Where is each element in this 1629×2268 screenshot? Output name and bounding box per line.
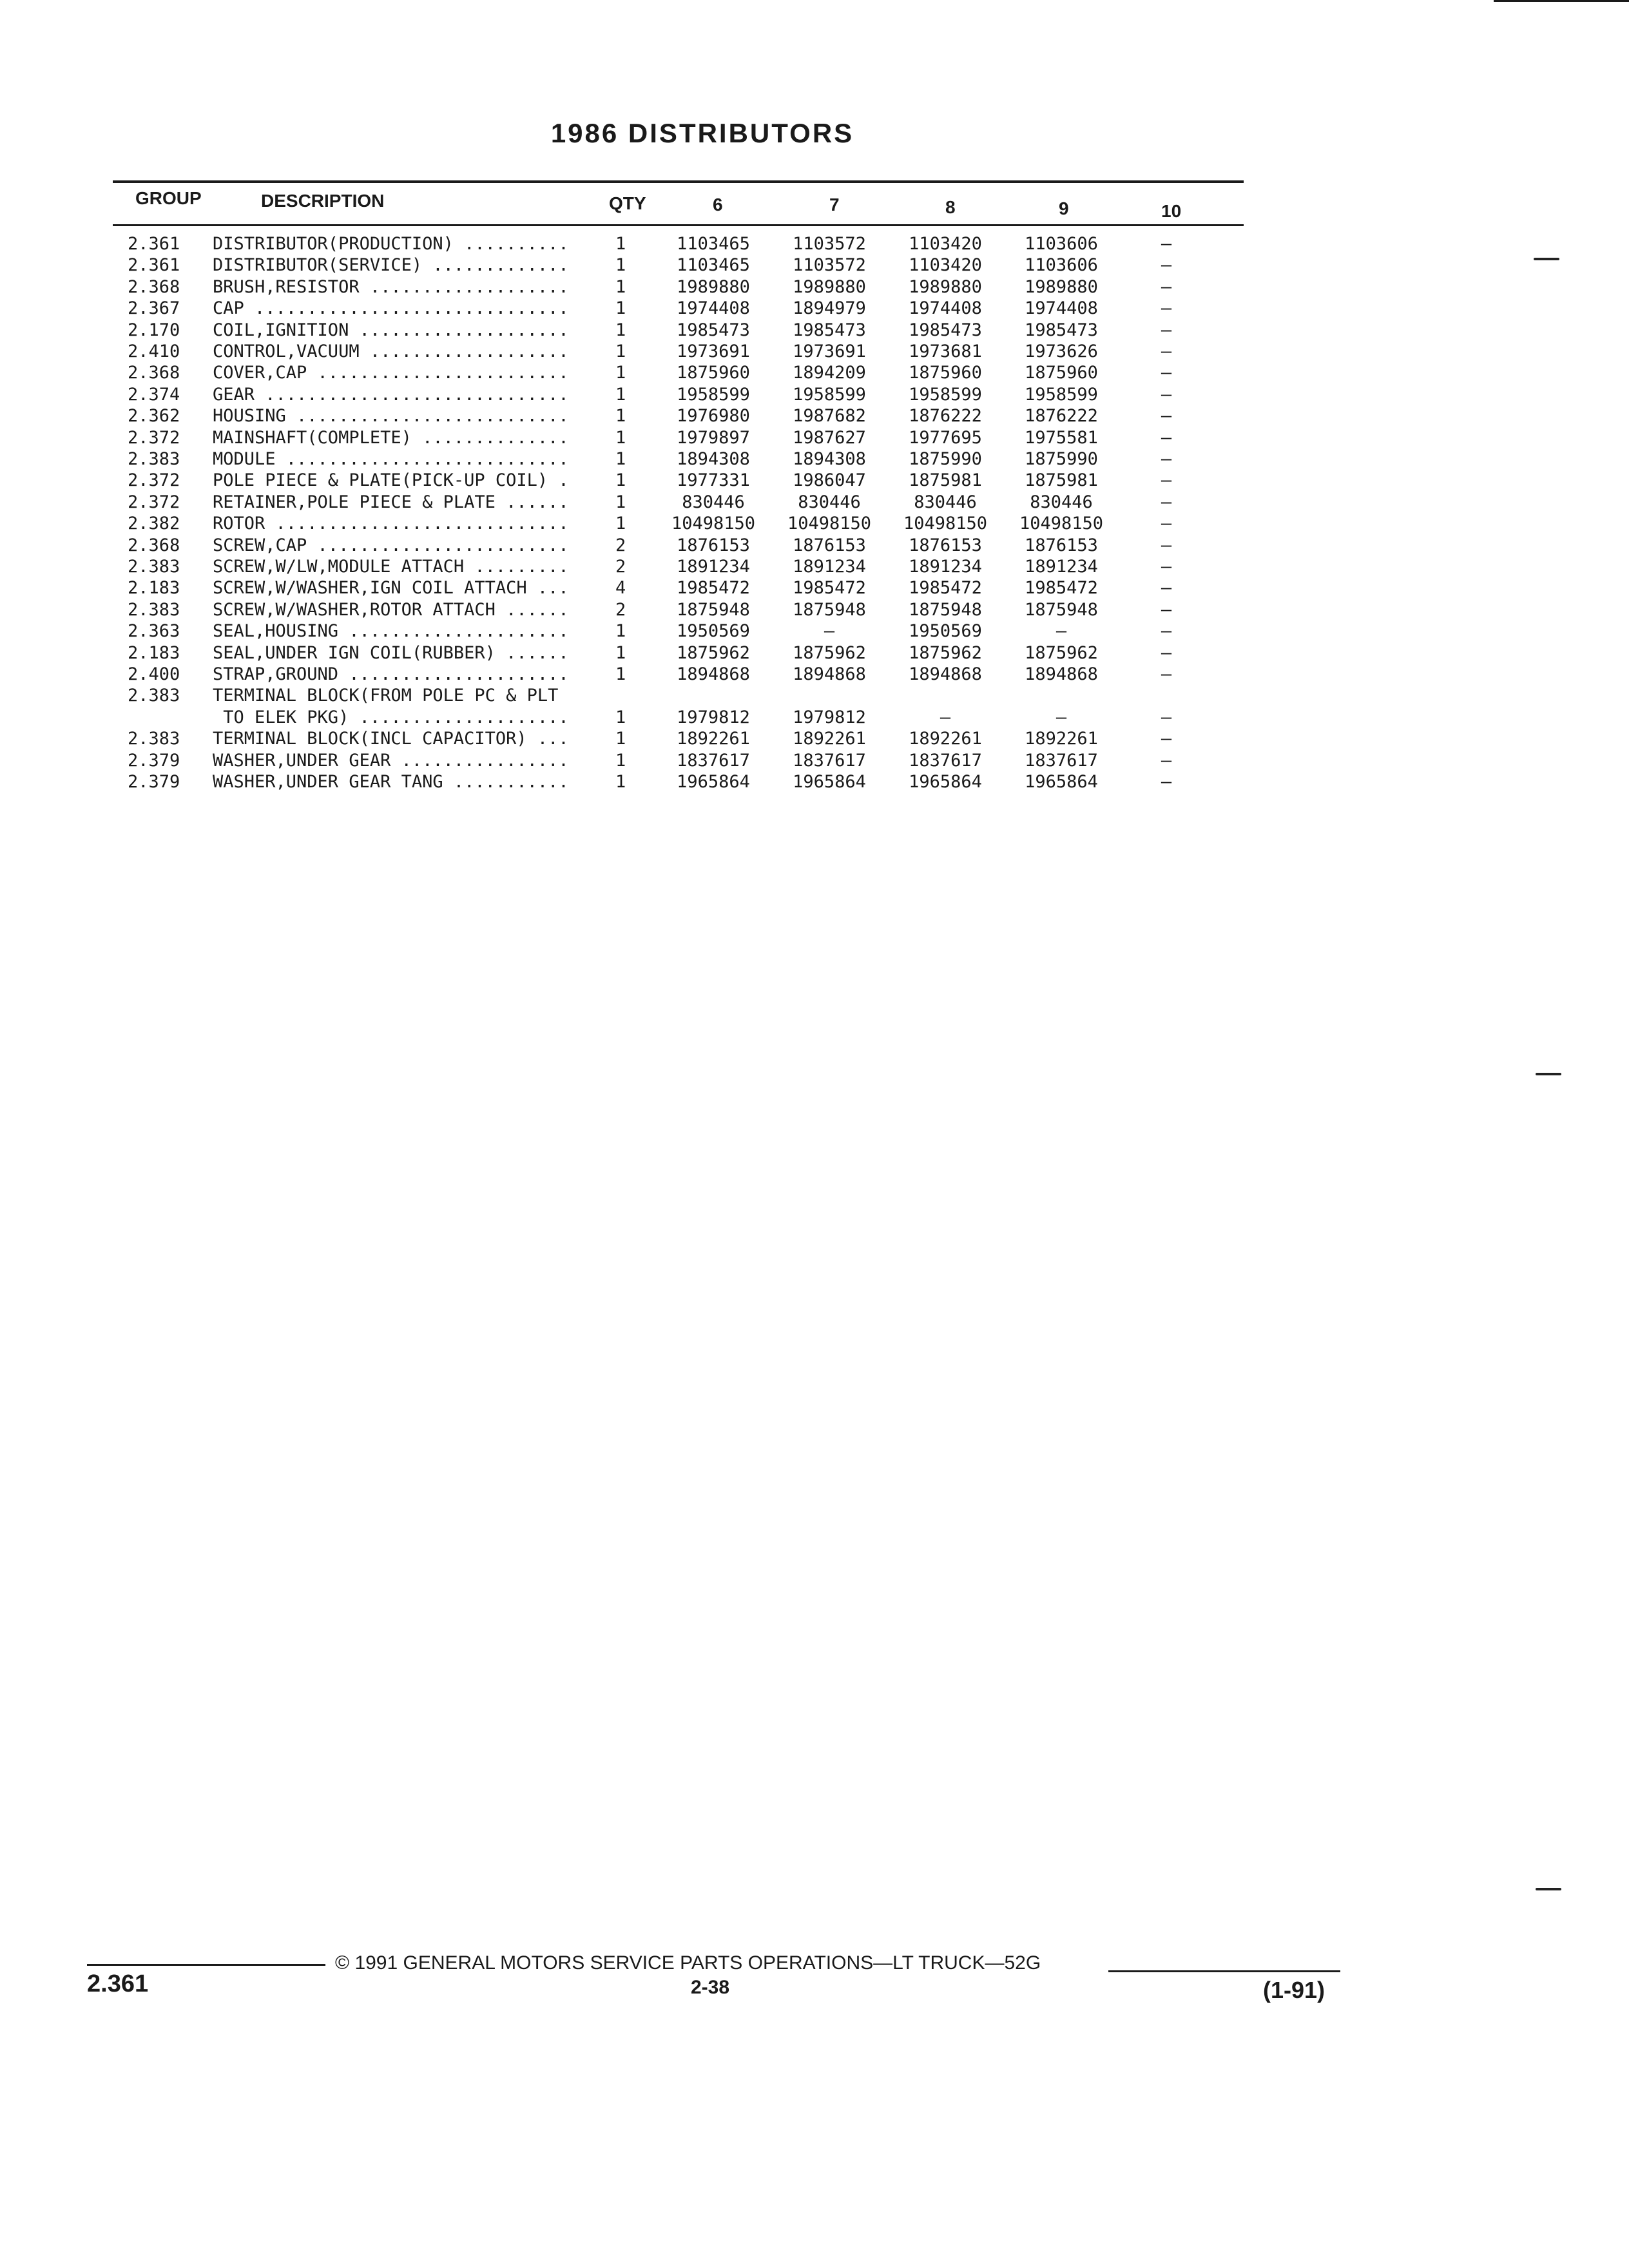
table-row [0, 513, 1629, 534]
row-description: MODULE ........................... [213, 449, 569, 469]
row-col-7: 1875962 [793, 642, 866, 663]
row-col-6: 1875962 [677, 642, 750, 663]
row-col-10: — [1161, 234, 1172, 254]
row-col-7: 830446 [798, 492, 861, 512]
row-col-8: 1875981 [909, 470, 982, 491]
row-col-9: 1875990 [1025, 449, 1098, 469]
row-col-9: 1837617 [1025, 750, 1098, 771]
row-description: SEAL,UNDER IGN COIL(RUBBER) ...... [213, 642, 569, 663]
row-description: DISTRIBUTOR(PRODUCTION) .......... [213, 234, 569, 254]
row-group: 2.383 [128, 729, 180, 749]
row-description: RETAINER,POLE PIECE & PLATE ...... [213, 492, 569, 512]
row-col-6: 1103465 [677, 234, 750, 254]
row-description: SCREW,CAP ........................ [213, 535, 569, 555]
row-col-6: 1979897 [677, 427, 750, 448]
row-qty: 1 [615, 276, 626, 297]
row-col-9: 1989880 [1025, 276, 1098, 297]
table-row [0, 771, 1629, 793]
row-group: 2.379 [128, 772, 180, 792]
row-col-6: 1894308 [677, 449, 750, 469]
row-group: 2.368 [128, 535, 180, 555]
row-col-8: 1985472 [909, 578, 982, 599]
row-col-9: 830446 [1030, 492, 1093, 512]
row-col-10: — [1161, 772, 1172, 792]
row-col-6: 1891234 [677, 557, 750, 577]
row-col-10: — [1161, 578, 1172, 599]
row-col-10: — [1161, 707, 1172, 727]
row-col-6: 1989880 [677, 276, 750, 297]
row-qty: 1 [615, 406, 626, 427]
row-qty: 1 [615, 363, 626, 383]
row-col-9: 1103606 [1025, 255, 1098, 276]
row-col-8: 1875962 [909, 642, 982, 663]
row-group: 2.383 [128, 599, 180, 620]
row-col-9: 1985472 [1025, 578, 1098, 599]
row-col-10: — [1161, 664, 1172, 684]
row-qty: 1 [615, 427, 626, 448]
row-qty: 1 [615, 255, 626, 276]
row-description: CONTROL,VACUUM ................... [213, 341, 569, 361]
row-col-10: — [1161, 320, 1172, 340]
header-col-9: 9 [1059, 198, 1069, 218]
row-group: 2.383 [128, 686, 180, 706]
row-col-6: 1979812 [677, 707, 750, 727]
row-col-7: 1876153 [793, 535, 866, 555]
page-title: 1986 DISTRIBUTORS [550, 118, 854, 148]
corner-mark [1494, 0, 1629, 2]
row-group: 2.410 [128, 341, 180, 361]
table-row [0, 750, 1629, 771]
row-qty: 1 [615, 449, 626, 469]
row-col-8: 1973681 [909, 341, 982, 361]
row-col-8: — [940, 707, 951, 727]
table-top-rule [113, 180, 1244, 183]
row-description: STRAP,GROUND ..................... [213, 664, 569, 684]
footer-page-number: 2-38 [691, 1977, 730, 1998]
row-col-8: 10498150 [903, 514, 988, 534]
table-row [0, 470, 1629, 491]
row-description: WASHER,UNDER GEAR TANG ........... [213, 772, 569, 792]
row-description: POLE PIECE & PLATE(PICK-UP COIL) . [213, 470, 569, 491]
row-col-9: 1974408 [1025, 298, 1098, 319]
row-col-8: 1965864 [909, 772, 982, 792]
row-col-7: 1985473 [793, 320, 866, 340]
row-col-7: 1989880 [793, 276, 866, 297]
row-col-9: 1985473 [1025, 320, 1098, 340]
row-qty: 1 [615, 642, 626, 663]
row-col-7: 1894308 [793, 449, 866, 469]
footer-revision: (1-91) [1263, 1977, 1325, 2003]
row-description: COVER,CAP ........................ [213, 363, 569, 383]
table-row [0, 298, 1629, 319]
row-col-6: 830446 [682, 492, 745, 512]
row-col-8: 1977695 [909, 427, 982, 448]
table-row [0, 492, 1629, 513]
row-col-9: 1958599 [1025, 384, 1098, 405]
row-description: SCREW,W/WASHER,IGN COIL ATTACH ... [213, 578, 569, 599]
row-qty: 1 [615, 707, 626, 727]
row-qty: 2 [615, 535, 626, 555]
row-col-7: 1986047 [793, 470, 866, 491]
row-col-8: 1103420 [909, 255, 982, 276]
row-group: 2.361 [128, 255, 180, 276]
row-qty: 1 [615, 298, 626, 319]
table-row [0, 664, 1629, 685]
row-description: TERMINAL BLOCK(INCL CAPACITOR) ... [213, 729, 569, 749]
row-qty: 1 [615, 384, 626, 405]
header-col-10: 10 [1161, 201, 1182, 221]
row-col-7: 1979812 [793, 707, 866, 727]
table-row [0, 320, 1629, 341]
header-col-6: 6 [713, 195, 723, 215]
row-col-10: — [1161, 750, 1172, 771]
row-col-10: — [1161, 514, 1172, 534]
row-col-8: 1891234 [909, 557, 982, 577]
row-qty: 4 [615, 578, 626, 599]
row-col-6: 1977331 [677, 470, 750, 491]
row-col-8: 1989880 [909, 276, 982, 297]
row-col-7: 1894209 [793, 363, 866, 383]
row-col-6: 1837617 [677, 750, 750, 771]
row-qty: 1 [615, 320, 626, 340]
margin-mark [1534, 258, 1559, 260]
table-row [0, 556, 1629, 577]
row-qty: 1 [615, 470, 626, 491]
row-col-6: 1892261 [677, 729, 750, 749]
row-col-9: 1875948 [1025, 599, 1098, 620]
table-row [0, 707, 1629, 728]
row-col-6: 1965864 [677, 772, 750, 792]
row-col-7: 1987682 [793, 406, 866, 427]
row-col-9: 1876222 [1025, 406, 1098, 427]
row-col-8: 1950569 [909, 621, 982, 642]
row-qty: 2 [615, 557, 626, 577]
row-description: ROTOR ............................ [213, 514, 569, 534]
row-col-9: 1875962 [1025, 642, 1098, 663]
row-description: SEAL,HOUSING ..................... [213, 621, 569, 642]
row-col-7: 1837617 [793, 750, 866, 771]
row-col-6: 1985472 [677, 578, 750, 599]
row-qty: 1 [615, 664, 626, 684]
row-qty: 1 [615, 492, 626, 512]
row-group: 2.374 [128, 384, 180, 405]
row-col-6: 1950569 [677, 621, 750, 642]
row-col-6: 10498150 [671, 514, 756, 534]
row-col-7: 1973691 [793, 341, 866, 361]
row-col-6: 1985473 [677, 320, 750, 340]
row-col-8: 1103420 [909, 234, 982, 254]
row-col-9: 1875960 [1025, 363, 1098, 383]
row-qty: 1 [615, 234, 626, 254]
row-col-10: — [1161, 298, 1172, 319]
row-col-6: 1973691 [677, 341, 750, 361]
header-col-7: 7 [829, 195, 840, 215]
row-group: 2.368 [128, 276, 180, 297]
table-row [0, 276, 1629, 298]
footer-rule-right [1108, 1970, 1340, 1972]
table-row [0, 384, 1629, 405]
row-col-10: — [1161, 449, 1172, 469]
table-row [0, 405, 1629, 427]
header-group: GROUP [135, 188, 202, 208]
row-group: 2.379 [128, 750, 180, 771]
row-description: BRUSH,RESISTOR ................... [213, 276, 569, 297]
row-group: 2.372 [128, 492, 180, 512]
row-group: 2.382 [128, 514, 180, 534]
table-row [0, 535, 1629, 556]
footer-copyright: © 1991 GENERAL MOTORS SERVICE PARTS OPERATIONS—LT TRUCK—52G [335, 1952, 1041, 1974]
row-col-10: — [1161, 341, 1172, 361]
row-group: 2.361 [128, 234, 180, 254]
row-col-6: 1974408 [677, 298, 750, 319]
row-col-7: 1985472 [793, 578, 866, 599]
table-row [0, 599, 1629, 620]
row-col-10: — [1161, 384, 1172, 405]
row-col-6: 1958599 [677, 384, 750, 405]
row-col-10: — [1161, 363, 1172, 383]
row-description: GEAR ............................. [213, 384, 569, 405]
row-col-10: — [1161, 599, 1172, 620]
row-description: CAP .............................. [213, 298, 569, 319]
row-col-7: 1894868 [793, 664, 866, 684]
row-qty: 1 [615, 341, 626, 361]
row-col-8: 1875948 [909, 599, 982, 620]
row-description: SCREW,W/LW,MODULE ATTACH ......... [213, 557, 569, 577]
row-group: 2.183 [128, 642, 180, 663]
table-row [0, 362, 1629, 383]
row-col-7: 1875948 [793, 599, 866, 620]
row-col-8: 1892261 [909, 729, 982, 749]
row-col-7: 1892261 [793, 729, 866, 749]
row-col-6: 1976980 [677, 406, 750, 427]
row-col-10: — [1161, 535, 1172, 555]
header-col-8: 8 [945, 197, 956, 217]
row-col-10: — [1161, 557, 1172, 577]
row-col-10: — [1161, 492, 1172, 512]
row-col-6: 1876153 [677, 535, 750, 555]
row-col-10: — [1161, 406, 1172, 427]
row-col-9: 1103606 [1025, 234, 1098, 254]
row-qty: 2 [615, 599, 626, 620]
footer-rule-left [87, 1964, 325, 1966]
row-group: 2.183 [128, 578, 180, 599]
row-col-8: 1894868 [909, 664, 982, 684]
row-col-9: 1876153 [1025, 535, 1098, 555]
row-col-7: 1987627 [793, 427, 866, 448]
row-description: TERMINAL BLOCK(FROM POLE PC & PLT [213, 686, 559, 706]
row-col-6: 1103465 [677, 255, 750, 276]
row-col-9: — [1055, 621, 1067, 642]
row-col-9: 1891234 [1025, 557, 1098, 577]
row-description: WASHER,UNDER GEAR ................ [213, 750, 569, 771]
row-description: TO ELEK PKG) .................... [213, 707, 569, 727]
table-row [0, 642, 1629, 664]
table-row [0, 577, 1629, 599]
row-col-9: 1892261 [1025, 729, 1098, 749]
row-col-6: 1875948 [677, 599, 750, 620]
row-col-9: 10498150 [1019, 514, 1104, 534]
row-col-8: 1837617 [909, 750, 982, 771]
table-row [0, 685, 1629, 706]
row-col-6: 1894868 [677, 664, 750, 684]
row-group: 2.372 [128, 427, 180, 448]
row-col-8: 1875960 [909, 363, 982, 383]
row-qty: 1 [615, 621, 626, 642]
row-col-10: — [1161, 621, 1172, 642]
row-col-7: 1894979 [793, 298, 866, 319]
row-col-7: 1103572 [793, 234, 866, 254]
table-row [0, 255, 1629, 276]
row-col-7: 1891234 [793, 557, 866, 577]
footer-section-number: 2.361 [87, 1970, 149, 1997]
row-col-8: 1974408 [909, 298, 982, 319]
row-group: 2.383 [128, 557, 180, 577]
margin-mark [1536, 1888, 1561, 1890]
table-header-rule [113, 224, 1244, 226]
row-qty: 1 [615, 772, 626, 792]
row-col-10: — [1161, 729, 1172, 749]
row-col-10: — [1161, 276, 1172, 297]
row-col-9: 1894868 [1025, 664, 1098, 684]
row-col-9: 1975581 [1025, 427, 1098, 448]
row-col-10: — [1161, 255, 1172, 276]
row-qty: 1 [615, 514, 626, 534]
row-col-9: 1965864 [1025, 772, 1098, 792]
row-col-9: 1973626 [1025, 341, 1098, 361]
table-row [0, 341, 1629, 362]
table-row [0, 427, 1629, 448]
row-col-8: 830446 [914, 492, 977, 512]
row-col-10: — [1161, 470, 1172, 491]
row-col-10: — [1161, 427, 1172, 448]
row-description: MAINSHAFT(COMPLETE) .............. [213, 427, 569, 448]
row-qty: 1 [615, 729, 626, 749]
row-col-10: — [1161, 642, 1172, 663]
margin-mark [1536, 1073, 1561, 1075]
row-description: HOUSING .......................... [213, 406, 569, 427]
table-row [0, 728, 1629, 749]
row-col-8: 1876222 [909, 406, 982, 427]
row-col-7: 1958599 [793, 384, 866, 405]
row-col-7: — [824, 621, 835, 642]
row-group: 2.170 [128, 320, 180, 340]
table-row [0, 448, 1629, 470]
row-group: 2.383 [128, 449, 180, 469]
row-description: COIL,IGNITION .................... [213, 320, 569, 340]
row-col-8: 1985473 [909, 320, 982, 340]
header-description: DESCRIPTION [261, 191, 385, 211]
row-group: 2.367 [128, 298, 180, 319]
row-group: 2.363 [128, 621, 180, 642]
row-col-6: 1875960 [677, 363, 750, 383]
row-col-9: 1875981 [1025, 470, 1098, 491]
row-col-9: — [1055, 707, 1067, 727]
table-row [0, 233, 1629, 255]
table-row [0, 620, 1629, 642]
row-qty: 1 [615, 750, 626, 771]
row-col-8: 1876153 [909, 535, 982, 555]
row-group: 2.372 [128, 470, 180, 491]
row-col-7: 1965864 [793, 772, 866, 792]
row-col-8: 1958599 [909, 384, 982, 405]
row-col-8: 1875990 [909, 449, 982, 469]
row-description: DISTRIBUTOR(SERVICE) ............. [213, 255, 569, 276]
row-group: 2.368 [128, 363, 180, 383]
row-description: SCREW,W/WASHER,ROTOR ATTACH ...... [213, 599, 569, 620]
row-group: 2.362 [128, 406, 180, 427]
row-col-7: 10498150 [787, 514, 872, 534]
header-qty: QTY [609, 193, 646, 213]
row-col-7: 1103572 [793, 255, 866, 276]
row-group: 2.400 [128, 664, 180, 684]
